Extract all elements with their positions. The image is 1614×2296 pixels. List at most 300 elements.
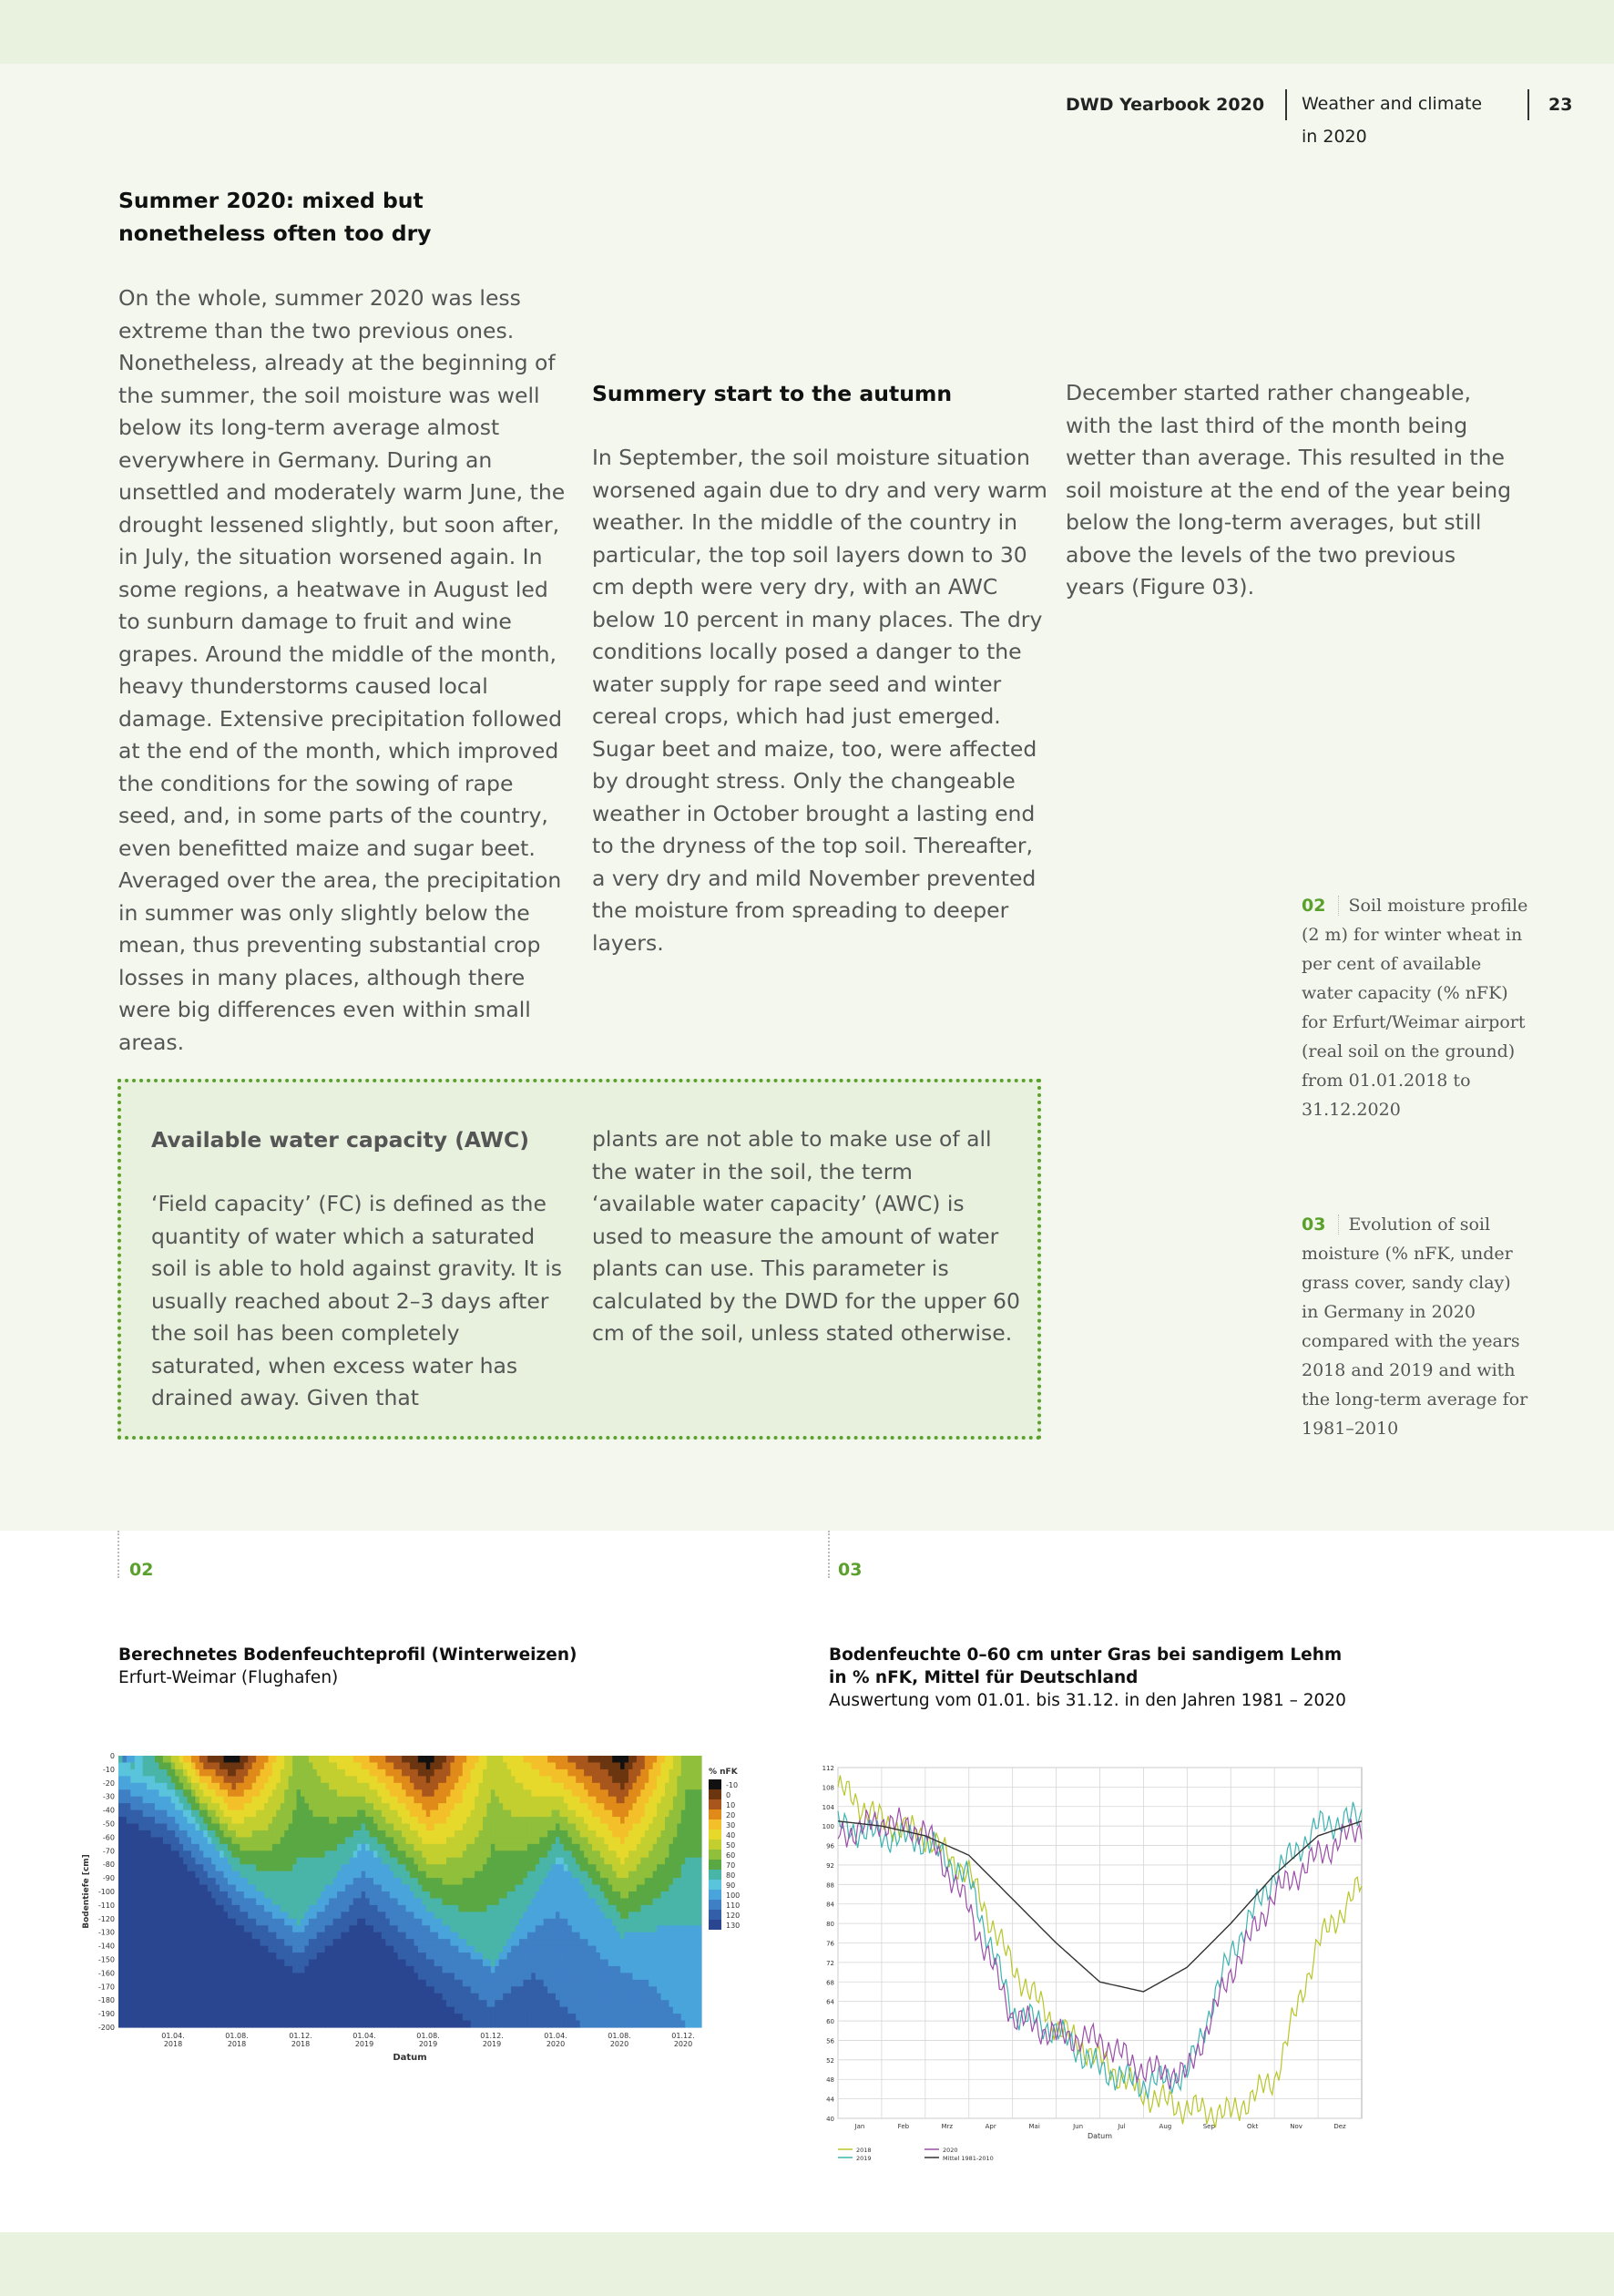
heatmap-cell bbox=[466, 1885, 471, 1892]
heatmap-cell bbox=[531, 1973, 536, 1980]
heatmap-cell bbox=[572, 1912, 577, 1919]
heatmap-cell bbox=[264, 1783, 269, 1790]
heatmap-cell bbox=[410, 1803, 414, 1810]
heatmap-cell bbox=[329, 1864, 333, 1871]
heatmap-cell bbox=[516, 1891, 520, 1899]
heatmap-cell bbox=[604, 1762, 608, 1769]
heatmap-cell bbox=[281, 1817, 285, 1824]
heatmap-cell bbox=[418, 1871, 423, 1879]
heatmap-cell bbox=[486, 2000, 491, 2007]
heatmap-cell bbox=[547, 1946, 552, 1953]
heatmap-cell bbox=[260, 1912, 265, 1919]
heatmap-cell bbox=[171, 1946, 176, 1953]
heatmap-cell bbox=[495, 2007, 499, 2014]
heatmap-cell bbox=[617, 1797, 621, 1804]
heatmap-cell bbox=[199, 1980, 204, 1987]
heatmap-cell bbox=[151, 1830, 156, 1838]
heatmap-cell bbox=[398, 1925, 403, 1932]
heatmap-cell bbox=[393, 1946, 398, 1953]
heatmap-cell bbox=[309, 1946, 313, 1953]
heatmap-cell bbox=[167, 1891, 171, 1899]
heatmap-cell bbox=[398, 2021, 403, 2028]
heatmap-cell bbox=[450, 1980, 455, 1987]
heatmap-cell bbox=[434, 1783, 439, 1790]
heatmap-cell bbox=[382, 1885, 386, 1892]
heatmap-cell bbox=[527, 1871, 532, 1879]
heatmap-cell bbox=[475, 1960, 479, 1967]
heatmap-cell bbox=[499, 1980, 504, 1987]
heatmap-cell bbox=[337, 1912, 342, 1919]
heatmap-cell bbox=[370, 1871, 374, 1879]
heatmap-cell bbox=[220, 1844, 224, 1851]
heatmap-cell bbox=[289, 1960, 293, 1967]
heatmap-cell bbox=[337, 1973, 342, 1980]
heatmap-cell bbox=[600, 1878, 605, 1885]
heatmap-cell bbox=[337, 1932, 342, 1940]
heatmap-cell bbox=[252, 2007, 257, 2014]
heatmap-cell bbox=[304, 1850, 309, 1858]
heatmap-cell bbox=[592, 1830, 597, 1838]
heatmap-cell bbox=[486, 1939, 491, 1946]
heatmap-cell bbox=[199, 1797, 204, 1804]
heatmap-cell bbox=[167, 1850, 171, 1858]
heatmap-cell bbox=[377, 1803, 382, 1810]
heatmap-cell bbox=[393, 1885, 398, 1892]
heatmap-cell bbox=[463, 1837, 467, 1844]
heatmap-cell bbox=[495, 1980, 499, 1987]
heatmap-cell bbox=[567, 1810, 572, 1818]
heatmap-cell bbox=[430, 1797, 434, 1804]
heatmap-cell bbox=[531, 1905, 536, 1912]
heatmap-cell bbox=[499, 1973, 504, 1980]
heatmap-cell bbox=[434, 1939, 439, 1946]
heatmap-cell bbox=[297, 1932, 301, 1940]
heatmap-cell bbox=[398, 1850, 403, 1858]
heatmap-cell bbox=[240, 1769, 244, 1777]
heatmap-cell bbox=[567, 1919, 572, 1926]
heatmap-cell bbox=[244, 1837, 249, 1844]
heatmap-cell bbox=[463, 1783, 467, 1790]
heatmap-cell bbox=[377, 1885, 382, 1892]
heatmap-cell bbox=[268, 1946, 272, 1953]
heatmap-cell bbox=[158, 1973, 163, 1980]
heatmap-cell bbox=[345, 1837, 350, 1844]
heatmap-cell bbox=[240, 1797, 244, 1804]
heatmap-cell bbox=[450, 1762, 455, 1769]
heatmap-cell bbox=[179, 1986, 184, 1994]
heatmap-cell bbox=[567, 1878, 572, 1885]
heatmap-cell bbox=[228, 1762, 232, 1769]
heatmap-cell bbox=[333, 1994, 338, 2001]
heatmap-cell bbox=[362, 1966, 366, 1973]
heatmap-cell bbox=[122, 1850, 127, 1858]
heatmap-cell bbox=[236, 2021, 240, 2028]
heatmap-cell bbox=[188, 1960, 192, 1967]
heatmap-cell bbox=[531, 1946, 536, 1953]
heatmap-cell bbox=[236, 1980, 240, 1987]
heatmap-cell bbox=[325, 1850, 330, 1858]
heatmap-cell bbox=[600, 1905, 605, 1912]
heatmap-cell bbox=[463, 1830, 467, 1838]
heatmap-cell bbox=[171, 1871, 176, 1879]
heatmap-cell bbox=[516, 1830, 520, 1838]
heatmap-cell bbox=[301, 1885, 305, 1892]
heatmap-cell bbox=[163, 1898, 168, 1905]
heatmap-cell bbox=[455, 1797, 459, 1804]
heatmap-cell bbox=[430, 1864, 434, 1871]
heatmap-cell bbox=[191, 1837, 196, 1844]
heatmap-cell bbox=[195, 1803, 199, 1810]
heatmap-cell bbox=[552, 2014, 557, 2021]
heatmap-cell bbox=[325, 1960, 330, 1967]
heatmap-cell bbox=[402, 1966, 406, 1973]
heatmap-cell bbox=[531, 1925, 536, 1932]
heatmap-cell bbox=[284, 1905, 289, 1912]
heatmap-cell bbox=[195, 1824, 199, 1831]
heatmap-cell bbox=[224, 1762, 229, 1769]
heatmap-cell bbox=[617, 1817, 621, 1824]
heatmap-cell bbox=[143, 1837, 148, 1844]
heatmap-cell bbox=[608, 1789, 613, 1797]
heatmap-cell bbox=[576, 1891, 580, 1899]
heatmap-cell bbox=[325, 1776, 330, 1783]
heatmap-cell bbox=[195, 1878, 199, 1885]
heatmap-cell bbox=[580, 1803, 585, 1810]
heatmap-cell bbox=[608, 1898, 613, 1905]
heatmap-cell bbox=[458, 2021, 463, 2028]
heatmap-cell bbox=[240, 1953, 244, 1960]
heatmap-cell bbox=[281, 1844, 285, 1851]
heatmap-cell bbox=[183, 1898, 188, 1905]
heatmap-cell bbox=[362, 1864, 366, 1871]
heatmap-cell bbox=[475, 1871, 479, 1879]
heatmap-cell bbox=[608, 1946, 613, 1953]
heatmap-cell bbox=[430, 1986, 434, 1994]
heatmap-cell bbox=[256, 1824, 260, 1831]
heatmap-cell bbox=[604, 2014, 608, 2021]
heatmap-cell bbox=[503, 1885, 507, 1892]
heatmap-cell bbox=[370, 1986, 374, 1994]
heatmap-cell bbox=[135, 1946, 139, 1953]
heatmap-cell bbox=[393, 1986, 398, 1994]
heatmap-cell bbox=[345, 1776, 350, 1783]
heatmap-cell bbox=[450, 1946, 455, 1953]
heatmap-cell bbox=[491, 1966, 495, 1973]
heatmap-cell bbox=[527, 1973, 532, 1980]
heatmap-cell bbox=[224, 1844, 229, 1851]
heatmap-cell bbox=[612, 1973, 617, 1980]
heatmap-cell bbox=[357, 1980, 362, 1987]
heatmap-cell bbox=[183, 1986, 188, 1994]
heatmap-cell bbox=[600, 1919, 605, 1926]
heatmap-cell bbox=[191, 1960, 196, 1967]
heatmap-cell bbox=[231, 1878, 236, 1885]
heatmap-cell bbox=[203, 1885, 208, 1892]
heatmap-cell bbox=[576, 1966, 580, 1973]
heatmap-cell bbox=[544, 1898, 548, 1905]
heatmap-cell bbox=[377, 1939, 382, 1946]
heatmap-cell bbox=[483, 1898, 487, 1905]
heatmap-cell bbox=[455, 1932, 459, 1940]
heatmap-cell bbox=[479, 2014, 484, 2021]
heatmap-cell bbox=[211, 1871, 216, 1879]
heatmap-cell bbox=[199, 1830, 204, 1838]
heatmap-cell bbox=[592, 1824, 597, 1831]
heatmap-cell bbox=[455, 1844, 459, 1851]
heatmap-cell bbox=[158, 1871, 163, 1879]
heatmap-cell bbox=[281, 1762, 285, 1769]
heatmap-cell bbox=[588, 1925, 593, 1932]
heatmap-cell bbox=[604, 1850, 608, 1858]
heatmap-cell bbox=[179, 1864, 184, 1871]
heatmap-cell bbox=[329, 1939, 333, 1946]
heatmap-cell bbox=[414, 2007, 418, 2014]
heatmap-cell bbox=[486, 1986, 491, 1994]
heatmap-cell bbox=[527, 1925, 532, 1932]
heatmap-cell bbox=[430, 1776, 434, 1783]
heatmap-cell bbox=[612, 1837, 617, 1844]
heatmap-cell bbox=[426, 1830, 431, 1838]
heatmap-cell bbox=[183, 1960, 188, 1967]
heatmap-cell bbox=[507, 1864, 512, 1871]
heatmap-cell bbox=[430, 1919, 434, 1926]
heatmap-cell bbox=[236, 1946, 240, 1953]
heatmap-cell bbox=[325, 1830, 330, 1838]
heatmap-cell bbox=[382, 1789, 386, 1797]
heatmap-cell bbox=[455, 1905, 459, 1912]
heatmap-cell bbox=[612, 1939, 617, 1946]
heatmap-cell bbox=[564, 1797, 568, 1804]
heatmap-cell bbox=[188, 1966, 192, 1973]
heatmap-cell bbox=[410, 1966, 414, 1973]
heatmap-cell bbox=[138, 2007, 143, 2014]
heatmap-cell bbox=[276, 1946, 281, 1953]
heatmap-cell bbox=[268, 1783, 272, 1790]
heatmap-cell bbox=[365, 1830, 370, 1838]
heatmap-cell bbox=[519, 1912, 524, 1919]
heatmap-cell bbox=[486, 2014, 491, 2021]
heatmap-cell bbox=[499, 1898, 504, 1905]
heatmap-cell bbox=[138, 1891, 143, 1899]
heatmap-cell bbox=[179, 1810, 184, 1818]
heatmap-cell bbox=[580, 1762, 585, 1769]
heatmap-cell bbox=[531, 1844, 536, 1851]
heatmap-cell bbox=[127, 1973, 131, 1980]
heatmap-cell bbox=[211, 1994, 216, 2001]
heatmap-cell bbox=[158, 1925, 163, 1932]
heatmap-cell bbox=[608, 1939, 613, 1946]
heatmap-cell bbox=[519, 2014, 524, 2021]
heatmap-cell bbox=[455, 1762, 459, 1769]
heatmap-cell bbox=[584, 2021, 588, 2028]
heatmap-cell bbox=[224, 1973, 229, 1980]
heatmap-cell bbox=[127, 1810, 131, 1818]
heatmap-cell bbox=[118, 2014, 123, 2021]
heatmap-cell bbox=[580, 1980, 585, 1987]
heatmap-cell bbox=[329, 1905, 333, 1912]
heatmap-cell bbox=[455, 1939, 459, 1946]
heatmap-cell bbox=[147, 2014, 151, 2021]
heatmap-cell bbox=[499, 1953, 504, 1960]
heatmap-cell bbox=[414, 1776, 418, 1783]
heatmap-cell bbox=[580, 1898, 585, 1905]
heatmap-cell bbox=[158, 1803, 163, 1810]
heatmap-cell bbox=[365, 2000, 370, 2007]
heatmap-cell bbox=[333, 1885, 338, 1892]
heatmap-cell bbox=[155, 1850, 159, 1858]
heatmap-cell bbox=[301, 1810, 305, 1818]
heatmap-cell bbox=[353, 1973, 358, 1980]
heatmap-cell bbox=[576, 1762, 580, 1769]
heatmap-cell bbox=[617, 1756, 621, 1763]
heatmap-cell bbox=[612, 1756, 617, 1763]
heatmap-cell bbox=[171, 1783, 176, 1790]
heatmap-cell bbox=[600, 1986, 605, 1994]
heatmap-cell bbox=[385, 1885, 390, 1892]
heatmap-cell bbox=[596, 1837, 600, 1844]
heatmap-cell bbox=[612, 1789, 617, 1797]
heatmap-cell bbox=[138, 1973, 143, 1980]
heatmap-cell bbox=[458, 1932, 463, 1940]
heatmap-cell bbox=[309, 2007, 313, 2014]
heatmap-cell bbox=[195, 1789, 199, 1797]
heatmap-cell bbox=[516, 1858, 520, 1865]
heatmap-cell bbox=[373, 1817, 378, 1824]
heatmap-cell bbox=[491, 1824, 495, 1831]
heatmap-cell bbox=[483, 1919, 487, 1926]
heatmap-cell bbox=[390, 1830, 394, 1838]
heatmap-cell bbox=[127, 1939, 131, 1946]
heatmap-cell bbox=[301, 1878, 305, 1885]
heatmap-cell bbox=[304, 1986, 309, 1994]
heatmap-cell bbox=[362, 1858, 366, 1865]
heatmap-cell bbox=[228, 1898, 232, 1905]
heatmap-cell bbox=[572, 1885, 577, 1892]
heatmap-cell bbox=[572, 1994, 577, 2001]
heatmap-cell bbox=[592, 1946, 597, 1953]
heatmap-cell bbox=[317, 1844, 322, 1851]
heatmap-cell bbox=[312, 1797, 317, 1804]
heatmap-cell bbox=[203, 1994, 208, 2001]
heatmap-cell bbox=[199, 1789, 204, 1797]
heatmap-cell bbox=[276, 1953, 281, 1960]
heatmap-cell bbox=[475, 1912, 479, 1919]
heatmap-cell bbox=[155, 1946, 159, 1953]
heatmap-cell bbox=[588, 1789, 593, 1797]
heatmap-cell bbox=[337, 1844, 342, 1851]
heatmap-cell bbox=[135, 1803, 139, 1810]
heatmap-cell bbox=[390, 1966, 394, 1973]
heatmap-cell bbox=[544, 1844, 548, 1851]
heatmap-cell bbox=[458, 1864, 463, 1871]
heatmap-cell bbox=[357, 1946, 362, 1953]
heatmap-cell bbox=[584, 1878, 588, 1885]
heatmap-cell bbox=[552, 1878, 557, 1885]
heatmap-cell bbox=[191, 1844, 196, 1851]
heatmap-cell bbox=[536, 1946, 540, 1953]
heatmap-cell bbox=[353, 1776, 358, 1783]
heatmap-cell bbox=[556, 2007, 560, 2014]
heatmap-cell bbox=[216, 1858, 220, 1865]
heatmap-cell bbox=[268, 1789, 272, 1797]
heatmap-cell bbox=[516, 1966, 520, 1973]
heatmap-cell bbox=[248, 1966, 252, 1973]
heatmap-cell bbox=[463, 1919, 467, 1926]
heatmap-cell bbox=[531, 1789, 536, 1797]
heatmap-cell bbox=[297, 1762, 301, 1769]
heatmap-cell bbox=[479, 1783, 484, 1790]
heatmap-cell bbox=[596, 1919, 600, 1926]
heatmap-cell bbox=[143, 2007, 148, 2014]
heatmap-cell bbox=[483, 1850, 487, 1858]
heatmap-cell bbox=[455, 1925, 459, 1932]
heatmap-cell bbox=[224, 1824, 229, 1831]
heatmap-cell bbox=[248, 1789, 252, 1797]
heatmap-cell bbox=[556, 1960, 560, 1967]
heatmap-cell bbox=[236, 1864, 240, 1871]
heatmap-cell bbox=[272, 1803, 277, 1810]
heatmap-cell bbox=[446, 1898, 451, 1905]
heatmap-cell bbox=[398, 2000, 403, 2007]
heatmap-cell bbox=[349, 2014, 353, 2021]
heatmap-cell bbox=[450, 1864, 455, 1871]
heatmap-cell bbox=[370, 2021, 374, 2028]
heatmap-cell bbox=[211, 1885, 216, 1892]
heatmap-cell bbox=[353, 2000, 358, 2007]
heatmap-cell bbox=[292, 1830, 297, 1838]
heatmap-cell bbox=[466, 1783, 471, 1790]
heatmap-cell bbox=[203, 1837, 208, 1844]
heatmap-cell bbox=[544, 1850, 548, 1858]
heatmap-cell bbox=[191, 1953, 196, 1960]
heatmap-cell bbox=[612, 1844, 617, 1851]
heatmap-cell bbox=[588, 2000, 593, 2007]
heatmap-cell bbox=[329, 1912, 333, 1919]
heatmap-cell bbox=[592, 1837, 597, 1844]
heatmap-cell bbox=[309, 1810, 313, 1818]
heatmap-cell bbox=[475, 1946, 479, 1953]
heatmap-cell bbox=[317, 1756, 322, 1763]
heatmap-cell bbox=[353, 1762, 358, 1769]
heatmap-cell bbox=[260, 1939, 265, 1946]
heatmap-cell bbox=[406, 1994, 411, 2001]
heatmap-cell bbox=[516, 1824, 520, 1831]
heatmap-cell bbox=[446, 1864, 451, 1871]
heatmap-cell bbox=[220, 1919, 224, 1926]
heatmap-cell bbox=[365, 1769, 370, 1777]
heatmap-cell bbox=[430, 1871, 434, 1879]
heatmap-cell bbox=[224, 1891, 229, 1899]
heatmap-cell bbox=[373, 1925, 378, 1932]
heatmap-cell bbox=[199, 2007, 204, 2014]
heatmap-cell bbox=[292, 1769, 297, 1777]
heatmap-cell bbox=[297, 1939, 301, 1946]
heatmap-cell bbox=[268, 1960, 272, 1967]
heatmap-cell bbox=[430, 1756, 434, 1763]
heatmap-cell bbox=[479, 1885, 484, 1892]
heatmap-cell bbox=[171, 1824, 176, 1831]
heatmap-cell bbox=[536, 1905, 540, 1912]
heatmap-cell bbox=[195, 2014, 199, 2021]
heatmap-cell bbox=[256, 1871, 260, 1879]
heatmap-cell bbox=[122, 1932, 127, 1940]
heatmap-cell bbox=[373, 1898, 378, 1905]
heatmap-cell bbox=[362, 1898, 366, 1905]
heatmap-cell bbox=[317, 1850, 322, 1858]
heatmap-cell bbox=[365, 1905, 370, 1912]
heatmap-cell bbox=[292, 1912, 297, 1919]
heatmap-cell bbox=[329, 1797, 333, 1804]
